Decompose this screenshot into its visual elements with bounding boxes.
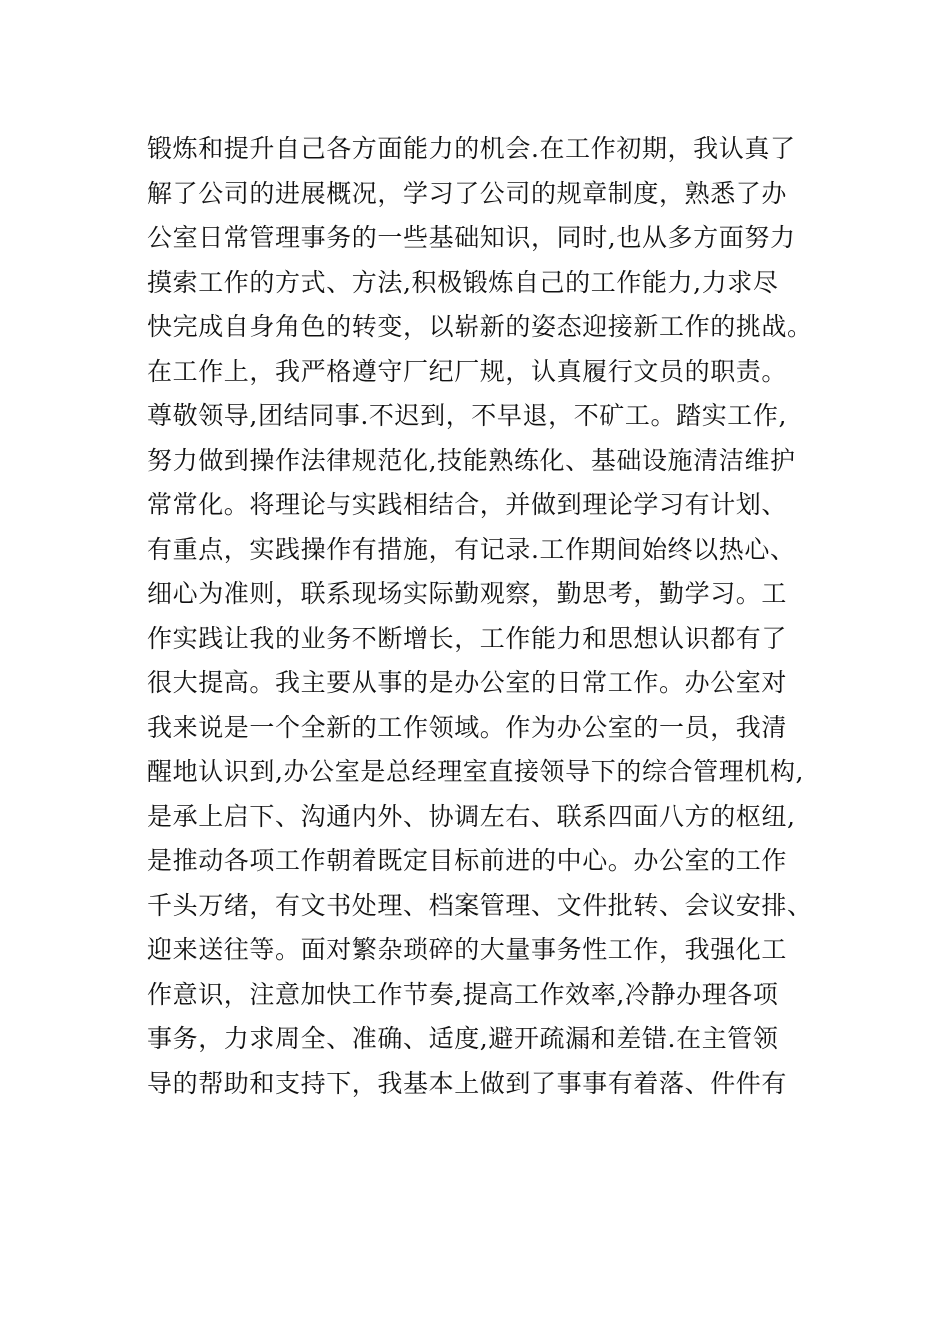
text-line: 很大提高。我主要从事的是办公室的日常工作。办公室对 <box>147 668 788 697</box>
text-line: 是承上启下、沟通内外、协调左右、联系四面八方的枢纽, <box>147 801 796 831</box>
text-line: 快完成自身角色的转变，以崭新的姿态迎接新工作的挑战。 <box>147 312 813 341</box>
text-line: 细心为准则，联系现场实际勤观察，勤思考，勤学习。工 <box>147 579 788 608</box>
text-line: 作实践让我的业务不断增长，工作能力和思想认识都有了 <box>147 623 788 653</box>
text-line: 公室日常管理事务的一些基础知识，同时,也从多方面努力 <box>147 223 796 252</box>
text-line: 有重点，实践操作有措施，有记录.工作期间始终以热心、 <box>147 534 796 564</box>
text-line: 醒地认识到,办公室是总经理室直接领导下的综合管理机构, <box>147 757 805 786</box>
text-line: 千头万绪，有文书处理、档案管理、文件批转、会议安排、 <box>147 890 813 920</box>
text-line: 是推动各项工作朝着既定目标前进的中心。办公室的工作 <box>147 846 788 875</box>
text-line: 事务，力求周全、准确、适度,避开疏漏和差错.在主管领 <box>147 1024 779 1053</box>
text-line: 摸索工作的方式、方法,积极锻炼自己的工作能力,力求尽 <box>147 267 779 297</box>
text-line: 在工作上，我严格遵守厂纪厂规，认真履行文员的职责。 <box>147 356 788 386</box>
text-line: 尊敬领导,团结同事.不迟到，不早退，不矿工。踏实工作, <box>147 401 788 430</box>
body-text <box>147 127 827 1106</box>
text-line: 解了公司的进展概况，学习了公司的规章制度，熟悉了办 <box>147 178 788 208</box>
text-line: 导的帮助和支持下，我基本上做到了事事有着落、件件有 <box>147 1068 788 1098</box>
text-line: 努力做到操作法律规范化,技能熟练化、基础设施清洁维护 <box>147 445 796 475</box>
text-line: 常常化。将理论与实践相结合，并做到理论学习有计划、 <box>147 490 788 519</box>
text-line: 我来说是一个全新的工作领域。作为办公室的一员，我清 <box>147 712 788 742</box>
text-line: 作意识，注意加快工作节奏,提高工作效率,冷静办理各项 <box>147 979 779 1009</box>
text-line: 锻炼和提升自己各方面能力的机会.在工作初期，我认真了 <box>147 134 796 163</box>
text-line: 迎来送往等。面对繁杂琐碎的大量事务性工作，我强化工 <box>147 935 788 964</box>
